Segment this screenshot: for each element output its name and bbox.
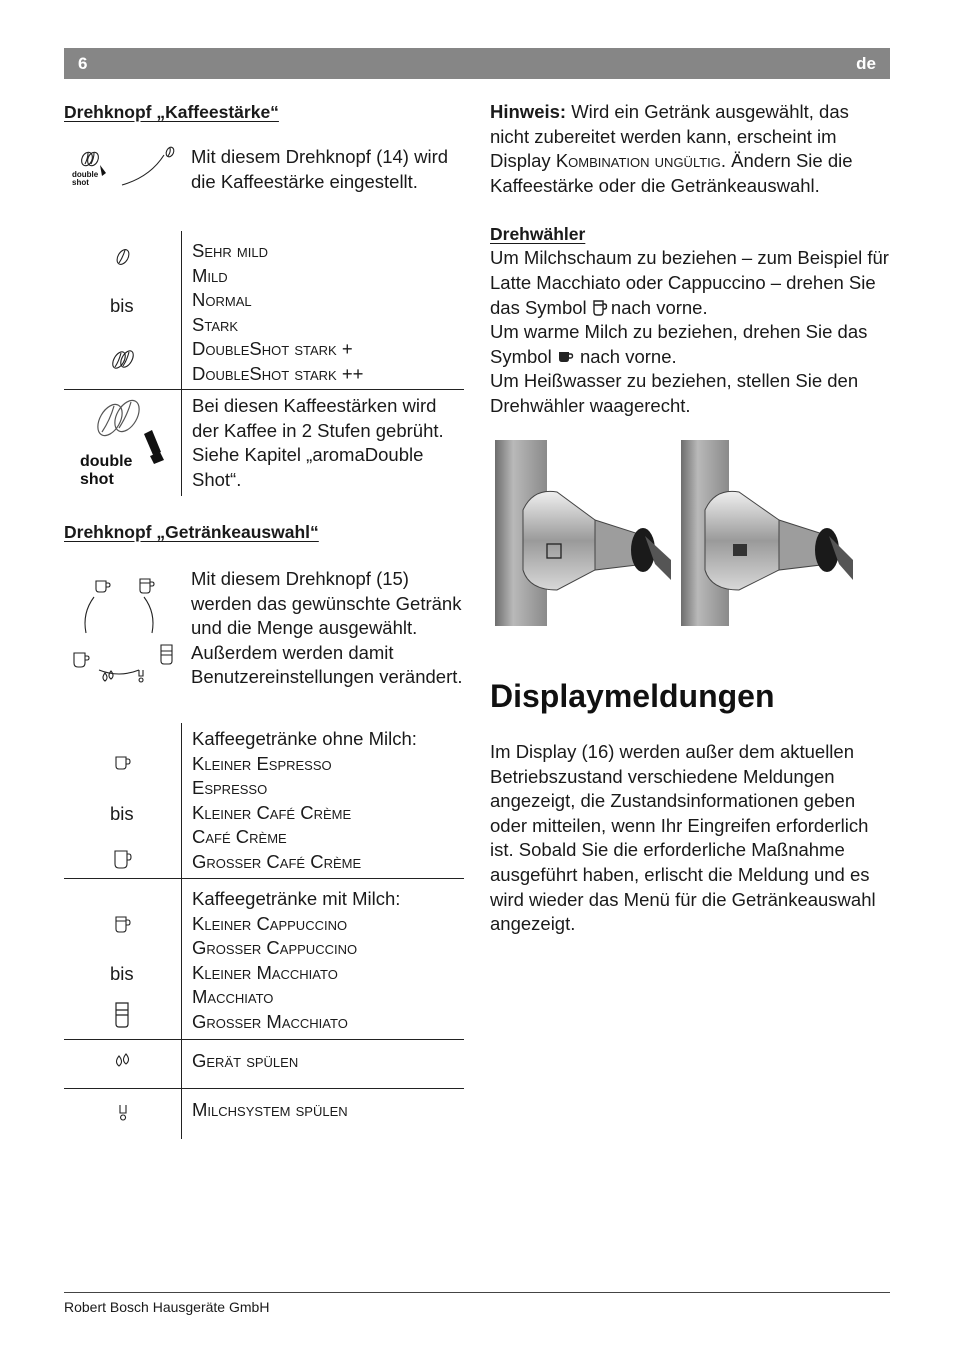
drink-item: Kleiner Espresso (192, 752, 332, 774)
bis-label: bis (110, 295, 134, 316)
svg-text:double: double (80, 453, 133, 470)
footer-company: Robert Bosch Hausgeräte GmbH (64, 1299, 270, 1315)
rinse-label: Gerät spülen (181, 1040, 298, 1088)
drink-item: Grosser Café Crème (192, 850, 362, 872)
language-code: de (856, 54, 876, 73)
bean-icon (64, 241, 181, 271)
drink-item: Kleiner Café Crème (192, 801, 352, 823)
svg-text:shot: shot (72, 178, 89, 187)
bis-label: bis (110, 963, 134, 984)
selector-photo-left (495, 440, 671, 626)
bis-label: bis (110, 803, 134, 824)
no-milk-title: Kaffeegetränke ohne Milch: (192, 728, 417, 749)
svg-text:double: double (72, 170, 99, 179)
strength-dial-icon (64, 147, 181, 221)
drink-item: Café Crème (192, 826, 287, 848)
drink-item: Espresso (192, 777, 268, 799)
selector-paragraph: Um Milchschaum zu beziehen – zum Beispiel für Latte Macchiato oder Cappuccino – drehen Sie das Symbol nach vorne. Um warme Milch zu beziehen, drehen Sie das Symbol nach vorne. Um Heißwasser zu beziehen, stellen Sie den Drehwähler waagerecht. (490, 247, 889, 416)
strength-levels-list (181, 231, 363, 389)
selector-photos (495, 440, 853, 626)
strength-level: Normal (192, 289, 252, 311)
no-milk-list (181, 723, 417, 878)
milk-rinse-icon (64, 1103, 181, 1133)
section-title: Displaymeldungen (490, 678, 775, 714)
small-cup-icon (64, 753, 181, 777)
milk-row (64, 879, 464, 1040)
right-column (490, 100, 890, 419)
milk-cup-icon (64, 915, 181, 939)
strength-intro-text: Mit diesem Drehknopf (14) wird die Kaffeestärke eingestellt. (191, 146, 449, 192)
selection-dial-icon (64, 569, 181, 719)
note-label: Hinweis: (490, 101, 567, 122)
double-bean-icon (64, 345, 181, 375)
strength-level: Stark (192, 313, 239, 335)
warm-milk-icon (557, 350, 575, 364)
strength-level: DoubleShot stark ++ (192, 362, 364, 384)
selector-heading: Drehwähler (490, 224, 586, 245)
footer-divider (64, 1292, 890, 1293)
strength-heading: Drehknopf „Kaffeestärke“ (64, 102, 279, 122)
milk-rinse-label: Milchsystem spülen (181, 1089, 348, 1139)
rinse-row (64, 1040, 464, 1089)
svg-text:shot: shot (80, 471, 114, 488)
milk-foam-icon (592, 298, 606, 316)
milk-list (181, 879, 400, 1039)
selection-heading: Drehknopf „Getränkeauswahl“ (64, 522, 319, 542)
strength-level: DoubleShot stark + (192, 338, 353, 360)
double-shot-icon (64, 390, 181, 496)
double-shot-row (64, 390, 464, 496)
display-messages-text: Im Display (16) werden außer dem aktuellen Betriebszustand verschiedene Meldungen angezeigt, die Zustandsinformationen geben oder mitteilen, wenn Ihr Eingreifen erforderlich ist. Sobald Sie die erforderliche Maßnahme ausgeführt haben, erlischt die Meldung und es wird wieder das Menü für die Getränkeauswahl angezeigt. (490, 741, 876, 935)
selector-photo-right (681, 440, 853, 626)
left-column (64, 100, 464, 1139)
drink-item: Grosser Cappuccino (192, 937, 358, 959)
milk-glass-icon (64, 1001, 181, 1031)
page-number: 6 (78, 54, 88, 73)
drink-item: Kleiner Cappuccino (192, 912, 348, 934)
milk-title: Kaffeegetränke mit Milch: (192, 888, 401, 909)
page-header-bar (64, 48, 890, 79)
drink-item: Kleiner Macchiato (192, 961, 338, 983)
strength-levels-row (64, 231, 464, 390)
strength-level: Mild (192, 264, 228, 286)
drink-item: Grosser Macchiato (192, 1010, 348, 1032)
double-shot-text: Bei diesen Kaffeestärken wird der Kaffee in 2 Stufen gebrüht. Siehe Kapitel „aromaDouble Shot“. (181, 390, 464, 496)
note-paragraph: Hinweis: Wird ein Getränk ausgewählt, das nicht zubereitet werden kann, erscheint im Display Kombination ungültig. Ändern Sie die Kaffeestärke oder die Getränkeauswahl. (490, 101, 853, 196)
selection-intro-row (64, 569, 464, 719)
selection-intro-text: Mit diesem Drehknopf (15) werden das gewünschte Getränk und die Menge ausgewählt. Außerdem werden damit Benutzereinstellungen verändert. (191, 568, 463, 688)
strength-intro-row (64, 147, 464, 221)
drink-item: Macchiato (192, 986, 274, 1008)
no-milk-row (64, 723, 464, 879)
rinse-drops-icon (64, 1052, 181, 1076)
note-message: Kombination ungültig (555, 150, 721, 172)
milk-rinse-row (64, 1089, 464, 1139)
large-cup-icon (64, 849, 181, 875)
strength-level: Sehr mild (192, 240, 268, 261)
